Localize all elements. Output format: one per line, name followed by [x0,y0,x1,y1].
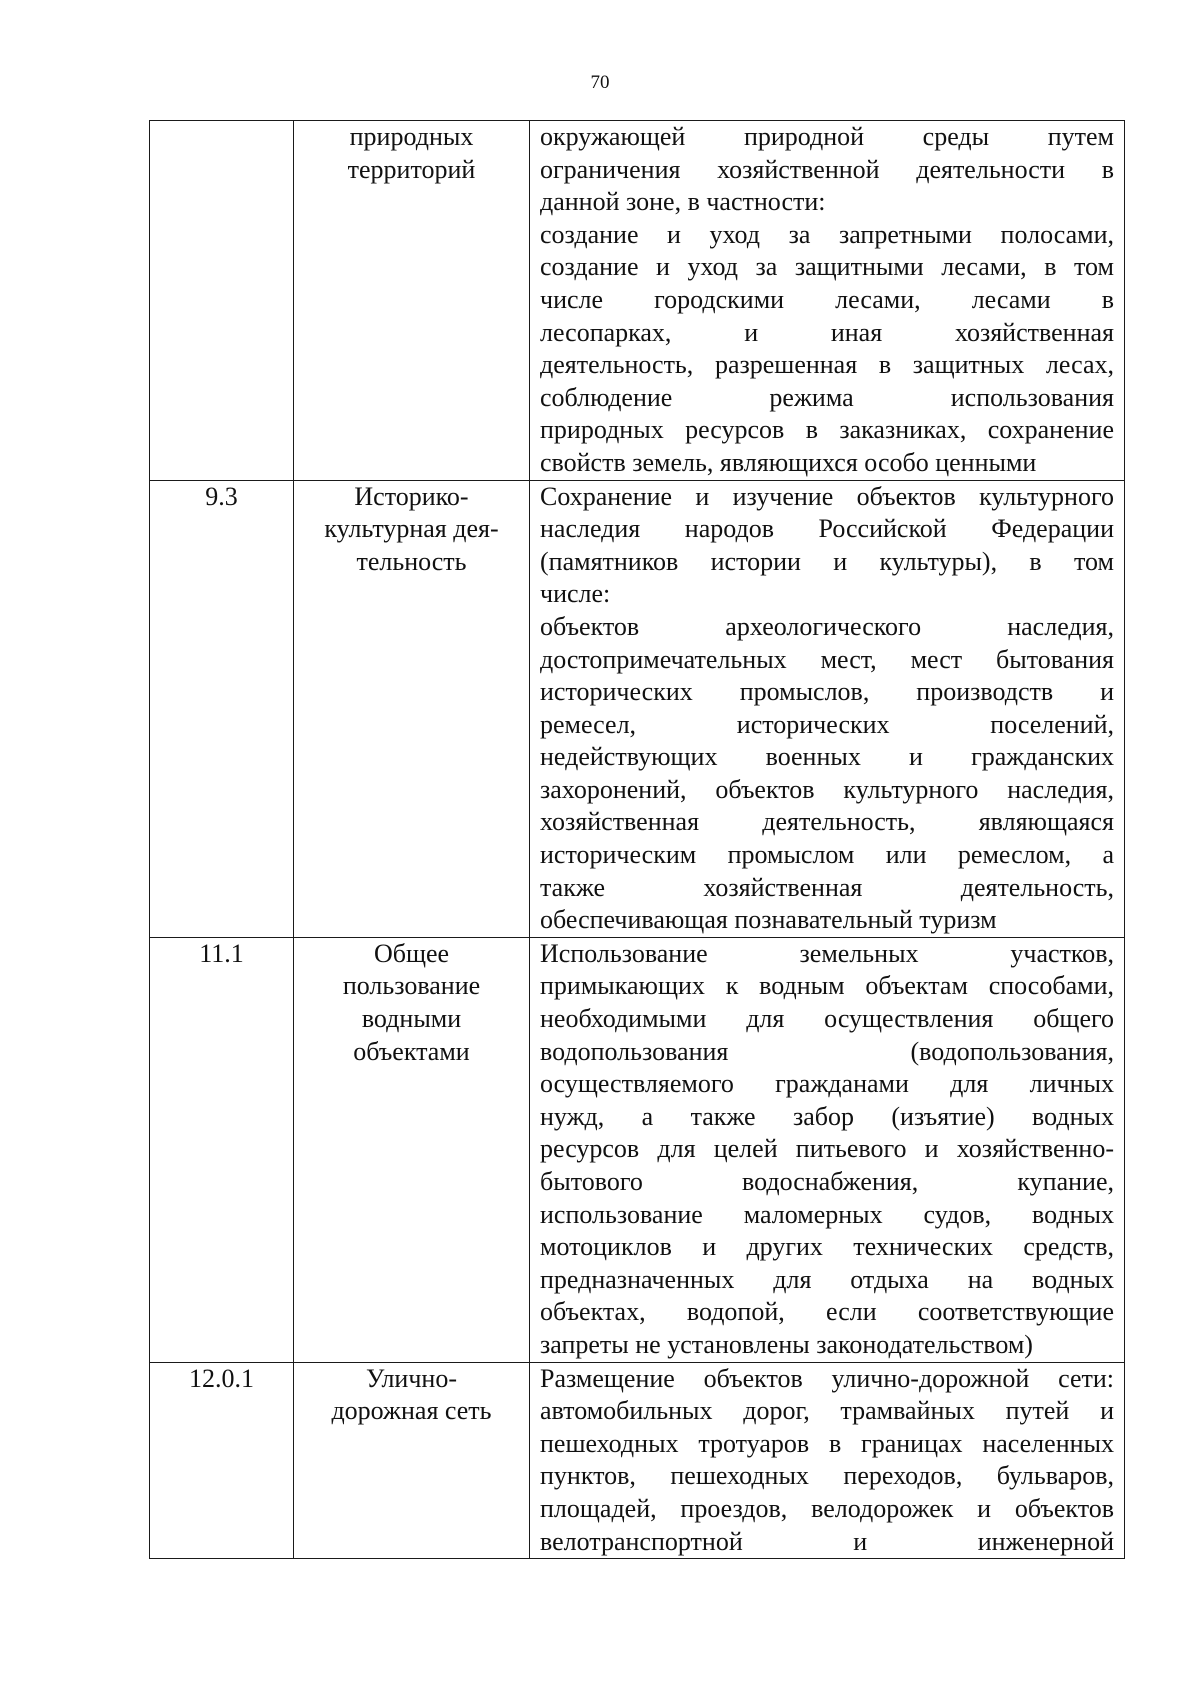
description-line: ограничения хозяйственной деятельности в [540,154,1114,184]
description-line: нужд, а также забор (изъятие) водных [540,1101,1114,1131]
description-line: недействующих военных и гражданских [540,742,1114,772]
description-line: данной зоне, в частности: [540,187,826,217]
row-name-line: Улично- [365,1363,457,1393]
description-line: объектах, водопой, если соответствующие [540,1297,1114,1327]
row-name-line: природных [349,122,474,151]
description-line: ремесел, исторических поселений, [540,709,1114,739]
description-line: велотранспортной и инженерной [540,1526,1114,1556]
description-line: достопримечательных мест, мест бытования [540,644,1114,674]
table-body [150,121,1125,1559]
row-name-line: водными [361,1004,462,1034]
description-line: использование маломерных судов, водных [540,1199,1114,1229]
description-line: свойств земель, являющихся особо ценными [540,447,1037,477]
description-line: наследия народов Российской Федерации [540,514,1114,544]
description-line: создание и уход за запретными полосами, [540,219,1114,249]
row-name-cell [294,1362,530,1559]
description-line: необходимыми для осуществления общего [540,1004,1114,1034]
row-name-cell [294,937,530,1362]
row-name-line: тельность [356,546,467,576]
row-description-cell [530,937,1125,1362]
row-description-cell [530,1362,1125,1559]
description-line: деятельность, разрешенная в защитных лесах, [540,350,1114,380]
description-line: автомобильных дорог, трамвайных путей и [540,1396,1114,1426]
row-name-cell [294,121,530,481]
description-line: площадей, проездов, велодорожек и объектов [540,1493,1114,1523]
row-name-line: дорожная сеть [331,1396,492,1426]
description-line: объектов археологического наследия, [540,611,1114,641]
description-line: мотоциклов и других технических средств, [540,1232,1114,1262]
land-use-table [149,120,1125,1559]
description-line: историческим промыслом или ремеслом, а [540,840,1114,870]
description-line: пунктов, пешеходных переходов, бульваров, [540,1461,1114,1491]
description-line: водопользования (водопользования, [540,1036,1114,1066]
row-description-cell [530,121,1125,481]
row-name-line: культурная дея- [324,514,499,544]
description-line: бытового водоснабжения, купание, [540,1167,1114,1196]
table-row [150,480,1125,937]
description-line: захоронений, объектов культурного наследия, [540,774,1114,804]
description-line: лесопарках, и иная хозяйственная [540,317,1114,347]
row-name-line: территорий [347,154,476,184]
row-code-cell: 12.0.1 [150,1362,294,1559]
description-line: хозяйственная деятельность, являющаяся [540,807,1114,837]
description-line: числе городскими лесами, лесами в [540,284,1114,314]
row-name-line: объектами [353,1036,470,1066]
description-line: предназначенных для отдыха на водных [540,1264,1114,1294]
description-line: Использование земельных участков, [540,938,1114,968]
description-line: Сохранение и изучение объектов культурного [540,481,1114,511]
table-row [150,121,1125,481]
table-row [150,1362,1125,1559]
description-line: запреты не установлены законодательством) [540,1329,1033,1359]
description-line: также хозяйственная деятельность, [540,872,1114,902]
description-line: обеспечивающая познавательный туризм [540,905,997,935]
row-name-line: пользование [342,971,481,1001]
row-name-cell [294,480,530,937]
row-code-cell: 11.1 [150,937,294,1362]
description-line: примыкающих к водным объектам способами, [540,971,1114,1001]
description-line: природных ресурсов в заказниках, сохранение [540,415,1114,445]
description-line: пешеходных тротуаров в границах населенных [540,1428,1114,1458]
row-name-line: Историко- [354,481,469,511]
description-line: ресурсов для целей питьевого и хозяйственно- [540,1134,1114,1164]
row-code-cell [150,121,294,481]
page-number: 70 [590,72,610,93]
table-row [150,937,1125,1362]
description-line: числе: [540,579,611,609]
description-line: осуществляемого гражданами для личных [540,1069,1114,1099]
description-line: окружающей природной среды путем [540,122,1114,151]
row-description-cell [530,480,1125,937]
description-line: создание и уход за защитными лесами, в том [540,252,1114,282]
description-line: (памятников истории и культуры), в том [540,546,1114,576]
description-line: исторических промыслов, производств и [540,677,1114,707]
description-line: соблюдение режима использования [540,382,1114,412]
description-line: Размещение объектов улично-дорожной сети: [540,1363,1114,1393]
row-code-cell: 9.3 [150,480,294,937]
row-name-line: Общее [373,938,450,968]
